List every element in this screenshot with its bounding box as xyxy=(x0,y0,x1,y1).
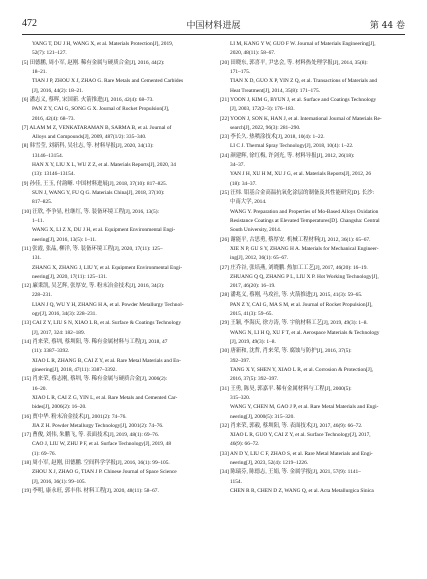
reference-line: [23] 李长久. 热喷涂技术[J], 2018, 10(4): 1–22. xyxy=(220,134,325,141)
reference-line: XIAO L R, CAI Z G, YIN L, et al. Rare Metals and Cemented Car- xyxy=(32,394,178,401)
page-header xyxy=(22,18,405,32)
reference-line: [20] 田晓东, 郭喜平, 尹忠会, 等. 材料热处理学报[J], 2014, 35(8): xyxy=(220,59,368,66)
volume-label: 第 44 卷 xyxy=(369,21,405,31)
reference-line: LI C J. Thermal Spray Technology[J], 2018, 10(4): 1–22. xyxy=(230,143,354,150)
reference-line: neering[J], 2000(5): 315–320. xyxy=(230,413,295,420)
reference-line: CHEN R R, CHEN D Z, WANG Q, et al. Acta Metallurgica Sinica xyxy=(230,488,374,494)
reference-line: 1154. xyxy=(230,478,242,485)
reference-line: [26] 谢能平, 古思勇, 蔡厚安. 机械工程材料[J], 2012, 36(1): 65–67. xyxy=(220,236,371,243)
reference-line: ing[J], 2012, 36(1): 65–67. xyxy=(230,255,289,262)
reference-line: [16] 贾中华. 粉末冶金技术[J], 2001(2): 74–76. xyxy=(22,413,127,420)
reference-line: YAN J H, XU H M, XU J G, et al. Materials Reports[J], 2012, 26 xyxy=(230,171,372,178)
reference-line: XIE N P, GU S Y, ZHANG H A. Materials for Mechanical Engineer- xyxy=(230,245,379,252)
reference-line: PAN Z Y, CAI G, SONG G X. Journal of Rocket Propulsion[J], xyxy=(32,106,170,113)
reference-line: XIAO L R, GUO Y, CAI Z Y, et al. Surface Technology[J], 2017, xyxy=(230,432,371,439)
reference-line: [8] 韩雪莹, 刘新科, 吴壮志, 等. 材料导报[J], 2020, 34(13): xyxy=(22,143,154,150)
reference-line: WANG Y. Preparation and Properties of Mo-Based Alloys Oxidation xyxy=(230,208,379,215)
reference-line: [21] YOON J, KIM G, BYUN J, et al. Surface and Coatings Technology xyxy=(220,96,377,103)
reference-line: 392–397. xyxy=(230,357,251,364)
reference-line: 315–320. xyxy=(230,394,251,401)
reference-line: [11] 张霞, 张晶, 柳洋, 等. 装备环境工程[J], 2020, 17(11): 125– xyxy=(22,245,163,252)
reference-line: [J], 2003, 172(2–3): 176–183. xyxy=(230,106,295,113)
reference-line: search[J], 2022, 96(3): 281–290. xyxy=(230,124,301,131)
reference-line: [7] ALAM M Z, VENKATARAMAN B, SARMA B, et al. Journal of xyxy=(22,124,172,131)
reference-line: (1): 69–76. xyxy=(32,450,56,457)
reference-line: [14] 肖来荣, 蔡圳, 蔡圳阳, 等. 稀有金属材料与工程[J], 2018, 47 xyxy=(22,339,168,345)
reference-line: CAO J, LIU W, ZHU P F, et al. Surface Technology[J], 2019, 48 xyxy=(32,441,172,448)
reference-line: HAN X Y, LIU X L, WU Z Z, et al. Materials Reports[J], 2020, 34 xyxy=(32,162,176,169)
reference-line: [25] 汪炜. 钼基合金高温抗氧化涂层的制备及其性能研究[D]. 长沙: xyxy=(220,190,375,196)
reference-line: [J], 2016, 36(1): 99–105. xyxy=(32,478,86,485)
reference-line: 171–175. xyxy=(230,68,251,75)
reference-line: 228–231. xyxy=(32,292,53,299)
reference-line: [10] 汪欣, 李争显, 杜继红, 等. 装备环境工程[J], 2016, 13(5): xyxy=(22,208,160,215)
reference-line: SUN J, WANG Y, FU Q G. Materials China[J], 2018, 37(10): xyxy=(32,190,165,196)
reference-line: TANG X Y, SHEN Y, XIAO L R, et al. Corrosion & Protection[J], xyxy=(230,366,373,373)
reference-line: neering[J], 2016, 13(5): 1–11. xyxy=(32,236,97,243)
reference-line: 52(7): 121–127. xyxy=(32,50,67,57)
reference-line: [9] 孙佳, 王玉, 付韵晰. 中国材料进展[J], 2018, 37(10): 817–825. xyxy=(22,180,168,187)
reference-line: ogy[J], 2016, 34(3): 228–231. xyxy=(32,311,97,318)
reference-line: (18): 34–37. xyxy=(230,180,257,187)
reference-line: WANG X, LI Z X, DU J H, et al. Equipment Environmental Engi- xyxy=(32,227,176,234)
reference-line: 中南大学, 2014. xyxy=(230,199,267,206)
journal-title: 中国材料进展 xyxy=(186,21,241,31)
reference-line: [30] 唐新和, 沈哲, 肖来荣, 等. 腐蚀与防护[J], 2016, 37(5): xyxy=(220,348,352,355)
reference-line: [J], 2017, 324: 182–189. xyxy=(32,329,86,336)
reference-line: neering[J], 2023, 52(4): 1219–1226. xyxy=(230,460,309,467)
reference-line: [29] 王颖, 李海庆, 徐方涛, 等. 宇航材料工艺[J], 2019, 49(3): 1–8. xyxy=(220,320,368,327)
reference-line: gineering[J], 2018, 47(11): 3387–3392. xyxy=(32,366,117,373)
reference-line: 18–21. xyxy=(32,68,47,75)
reference-line: LI M, KANG Y W, GUO F W. Journal of Materials Engineering[J], xyxy=(230,41,376,47)
reference-line: [22] YOON J, SON K, HAN J, et al. International Journal of Materials Re- xyxy=(220,115,382,122)
reference-line: [27] 庄乔谷, 张培燕, 刘晓鹏. 热加工工艺[J], 2017, 46(20): 16–19. xyxy=(220,264,368,271)
reference-line: [31] 王勇, 陈昊, 郭嘉平. 稀有金属材料与工程[J], 2000(5): xyxy=(220,385,352,392)
reference-line: 2016, 37(5): 392–397. xyxy=(230,376,279,383)
reference-line: 2016, 42(4): 68–73. xyxy=(32,115,75,122)
reference-line: [18] 周小军, 赵刚, 田德鹏. 空间科学学报[J], 2016, 36(1): 99–105. xyxy=(22,460,170,467)
reference-line: 131. xyxy=(32,255,42,262)
reference-line: ZHANG X, ZHANG J, LIU Y, et al. Equipment Environmental Engi- xyxy=(32,264,183,271)
header-rule xyxy=(22,34,405,35)
reference-line: Alloys and Compounds[J], 2009, 487(1/2): 335–340. xyxy=(32,134,147,141)
reference-line: WANG Y, CHEN M, GAO J P, et al. Rare Metal Materials and Engi- xyxy=(230,404,379,411)
reference-line: 2017, 46(20): 16–19. xyxy=(230,283,276,290)
reference-line: [24] 颜建辉, 徐红梅, 许剑光, 等. 材料导报[J], 2012, 26(18): xyxy=(220,152,355,159)
reference-line: PAN Z Y, CAI G, MA S M, et al. Journal of Rocket Propulsion[J], xyxy=(230,301,373,308)
reference-line: 2015, 41(3): 59–65. xyxy=(230,311,273,318)
reference-line: JIA Z H. Powder Metallurgy Technology[J], 2001(2): 74–76. xyxy=(32,422,164,429)
page-number: 472 xyxy=(22,18,37,29)
reference-line: Heat Treatment[J], 2014, 35(8): 171–175. xyxy=(230,87,320,94)
reference-line: 16–20. xyxy=(32,385,47,392)
reference-line: South University, 2014. xyxy=(230,227,282,234)
reference-line: [15] 肖来荣, 蔡志刚, 蔡圳, 等. 稀有金属与硬质合金[J], 2006(2): xyxy=(22,376,168,383)
reference-line: 2020, 48(11): 58–67. xyxy=(230,50,276,57)
reference-line: LIAN J Q, WU Y H, ZHANG H A, et al. Powder Metallurgy Technol- xyxy=(32,301,184,308)
reference-line: WANG N, LI H Q, XU F T, et al. Aerospace Materials & Technology xyxy=(230,329,380,336)
reference-line: [6] 潘志义, 蔡晖, 宋国新. 火箭推进[J], 2016, 42(4): 68–73. xyxy=(22,96,154,103)
reference-line: ZHUANG Q Q, ZHANG P L, LIU X P. Hot Working Technology[J], xyxy=(230,273,379,280)
reference-line: 817–825. xyxy=(32,199,53,206)
reference-line: TIAN J P, ZHOU X J, ZHAO G. Rare Metals and Cemented Carbides xyxy=(32,78,184,85)
references-left-column xyxy=(22,40,208,496)
reference-line: [28] 潘兆义, 蔡刚, 马攻社, 等. 火箭推进[J], 2015, 41(3): 59–65. xyxy=(220,292,363,299)
reference-line: [5] 田德鹏, 周小军, 赵刚. 稀有金属与硬质合金[J], 2016, 44(2): xyxy=(22,59,165,66)
reference-line: [19] 李明, 康永旺, 郭丰伟. 材料工程[J], 2020, 48(11): 58–67. xyxy=(22,488,159,494)
reference-line: (13): 13146–13154. xyxy=(32,171,75,178)
reference-line: [17] 曹俊, 刘伟, 朱鹏飞, 等. 表面技术[J], 2019, 48(1): 69–76. xyxy=(22,432,160,439)
reference-line: [J], 2016, 44(2): 18–21. xyxy=(32,87,84,94)
reference-line: 46(9): 66–72. xyxy=(230,441,260,448)
reference-line: ZHOU X J, ZHAO G, TIAN J P. Chinese Journal of Space Science xyxy=(32,469,177,476)
reference-line: TIAN X D, GUO X P, YIN Z Q, et al. Transactions of Materials and xyxy=(230,78,378,85)
reference-line: 1–11. xyxy=(32,217,44,224)
reference-line: Resistance Coatings at Elevated Temperatures[D]. Changsha: Central xyxy=(230,217,380,224)
reference-line: 34–37. xyxy=(230,162,245,169)
reference-line: [32] 肖来荣, 郭毅, 蔡圳阳, 等. 表面技术[J], 2017, 46(9): 66–72. xyxy=(220,422,363,429)
reference-line: neering[J], 2020, 17(11): 125–131. xyxy=(32,273,108,280)
reference-line: [34] 陈瑞芬, 陈德志, 王娟, 等. 金属学报[J], 2021, 57(9): 1141– xyxy=(220,469,361,476)
reference-line: [12] 廉秉凯, 吴艺辉, 张厚安, 等. 粉末冶金技术[J], 2016, 34(3): xyxy=(22,283,165,290)
reference-line: [13] CAI Z Y, LIU S N, XIAO L R, et al. Surface & Coatings Technology xyxy=(22,320,182,327)
reference-line: YANG T, DU J H, WANG X, et al. Materials Protection[J], 2019, xyxy=(32,41,174,47)
reference-line: 13146–13154. xyxy=(32,152,63,159)
reference-line: [33] AN D Y, LIU C F, ZHAO S, et al. Rare Metal Materials and Engi- xyxy=(220,450,373,457)
reference-line: (11): 3387–3392. xyxy=(32,348,70,355)
reference-line: bides[J], 2006(2): 16–20. xyxy=(32,404,87,411)
reference-line: XIAO L R, ZHANG B, CAI Z Y, et al. Rare Metal Materials and En- xyxy=(32,357,181,364)
references-right-column xyxy=(220,40,406,496)
reference-line: [J], 2019, 49(3): 1–8. xyxy=(230,339,276,345)
